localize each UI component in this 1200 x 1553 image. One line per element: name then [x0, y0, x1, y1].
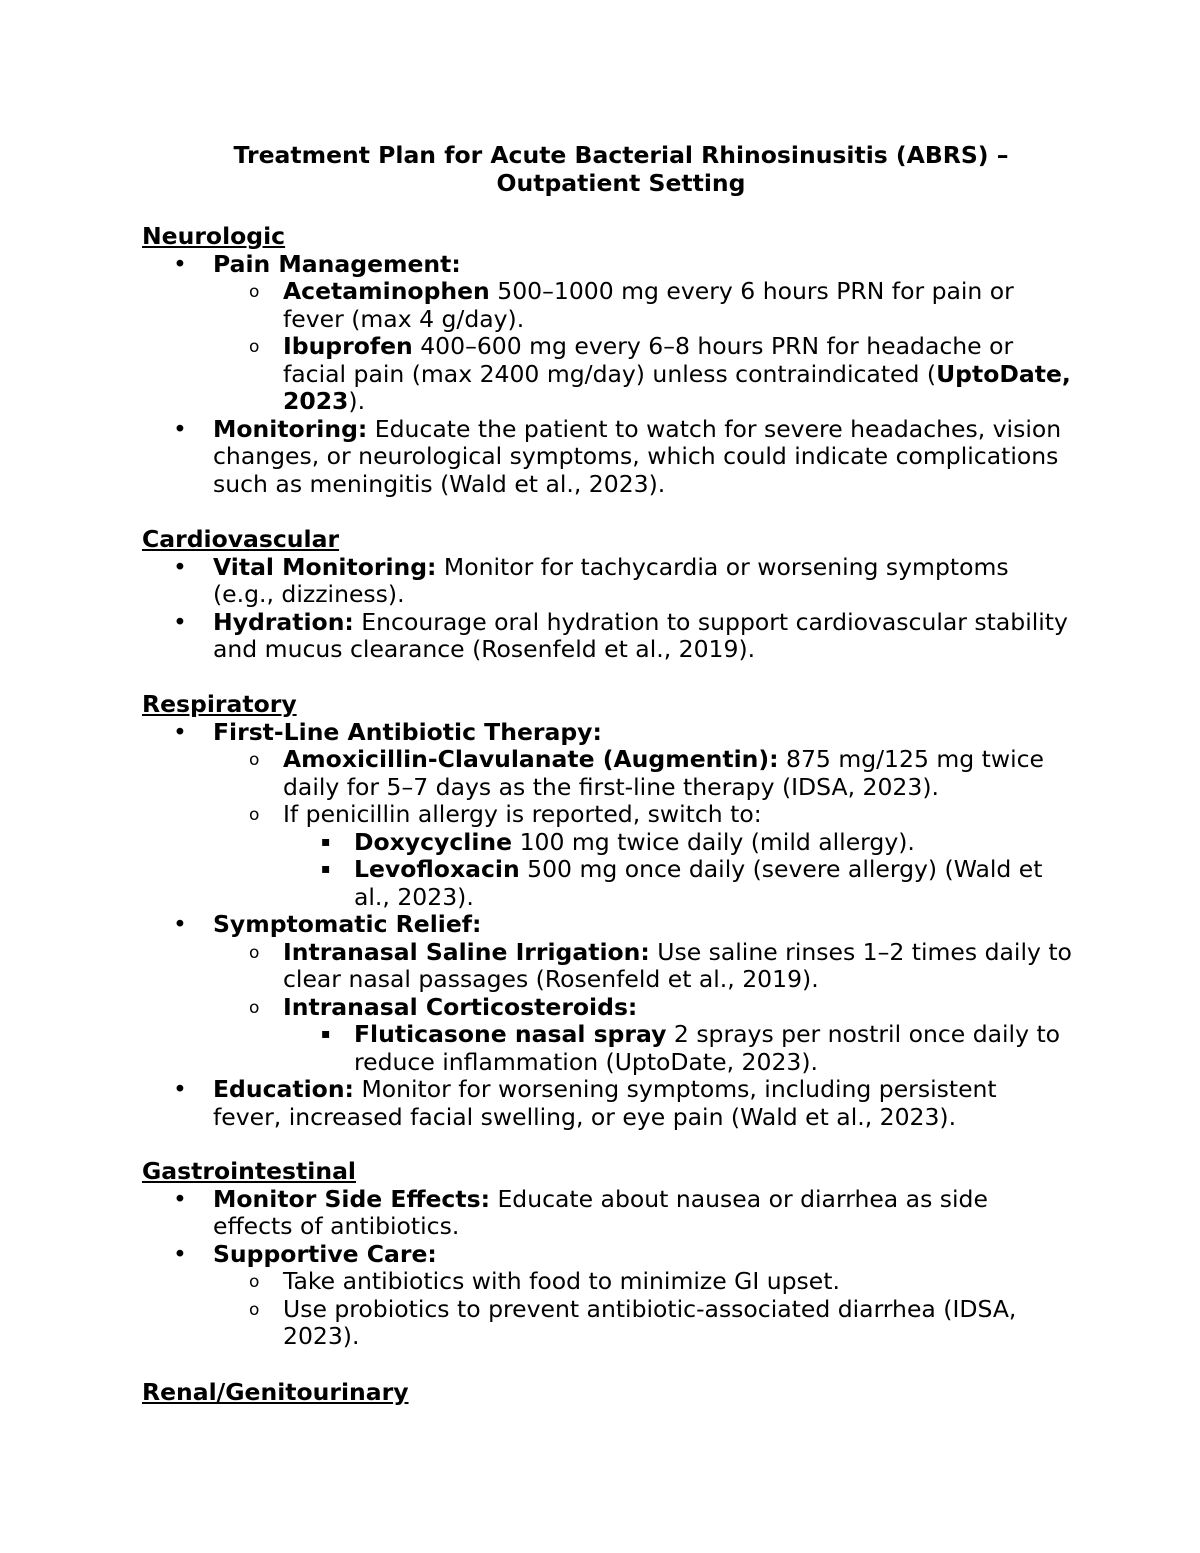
sub-sub-list [283, 829, 1072, 912]
section-respiratory [142, 691, 1072, 1131]
circle-marker: o [249, 1299, 260, 1320]
drug-text: 500–1000 mg every 6 hours PRN for pain or fever (max 4 g/day). [283, 277, 1014, 333]
item-text: Monitor for worsening symptoms, including persistent fever, increased facial swelling, or eye pain (Wald et al., 2023). [213, 1075, 997, 1131]
drug-name: Fluticasone nasal spray [354, 1020, 667, 1048]
bullet-marker: • [173, 1239, 187, 1268]
item-label: Pain Management: [213, 249, 461, 278]
bullet-list [142, 251, 1072, 499]
item-label: Supportive Care: [213, 1239, 437, 1268]
sub-list-item [249, 745, 1072, 801]
bullet-marker: • [173, 552, 187, 581]
bullet-marker: • [173, 249, 187, 278]
bullet-marker: • [173, 910, 187, 938]
list-item [142, 911, 1072, 1076]
sub-sub-list-item [321, 855, 1072, 911]
sub-list-item [249, 992, 1072, 1077]
drug-name: Intranasal Saline Irrigation: [283, 937, 650, 966]
square-marker: ▪ [321, 861, 331, 877]
sub-list-item [249, 1267, 1072, 1296]
item-label: Monitoring: [213, 414, 368, 443]
bullet-marker: • [173, 1184, 187, 1213]
item-label: First-Line Antibiotic Therapy: [213, 717, 602, 746]
circle-marker: o [249, 805, 260, 825]
list-item [142, 719, 1072, 912]
sub-list-item [249, 332, 1072, 416]
circle-marker: o [249, 997, 260, 1018]
section-heading: Gastrointestinal [142, 1157, 356, 1185]
circle-marker: o [249, 750, 260, 770]
bullet-list [142, 1186, 1072, 1351]
sub-list-item [249, 277, 1072, 333]
section-cardiovascular [142, 526, 1072, 664]
bullet-marker: • [173, 414, 187, 443]
document-title [142, 141, 1100, 197]
section-gastrointestinal [142, 1158, 1072, 1351]
circle-marker: o [249, 1272, 260, 1292]
square-marker: ▪ [321, 833, 331, 850]
bullet-list [142, 554, 1072, 664]
drug-name: Ibuprofen [283, 332, 413, 360]
bullet-list [142, 719, 1072, 1132]
item-text: Take antibiotics with food to minimize GI upset. [283, 1267, 840, 1295]
sub-list [213, 746, 1072, 911]
item-text: Educate the patient to watch for severe headaches, vision changes, or neurological symptoms, which could indicate complications such as meningitis (Wald et al., 2023). [213, 414, 1062, 498]
list-item [142, 251, 1072, 416]
drug-name: Acetaminophen [283, 277, 490, 305]
sub-sub-list [283, 1021, 1072, 1076]
item-label: Hydration: [213, 607, 354, 636]
list-item [142, 554, 1072, 609]
list-item [142, 1076, 1072, 1131]
section-heading: Renal/Genitourinary [142, 1378, 409, 1406]
bullet-marker: • [173, 1075, 187, 1103]
sub-list-item [249, 800, 1072, 911]
list-item [142, 609, 1072, 664]
section-heading: Respiratory [142, 690, 297, 718]
drug-name: Intranasal Corticosteroids: [283, 992, 638, 1021]
title-line-2: Outpatient Setting [496, 169, 746, 197]
drug-text: 100 mg twice daily (mild allergy). [512, 827, 915, 856]
item-label: Symptomatic Relief: [213, 910, 482, 938]
sub-list-item [249, 1294, 1072, 1351]
text-end: ). [348, 387, 366, 415]
circle-marker: o [249, 942, 260, 963]
drug-text: Use saline rinses 1–2 times daily to clear nasal passages (Rosenfeld et al., 2019). [283, 937, 1072, 993]
bullet-marker: • [173, 607, 187, 636]
drug-text: 2 sprays per nostril once daily to reduce inflammation (UptoDate, 2023). [354, 1020, 1061, 1076]
square-marker: ▪ [321, 1026, 331, 1042]
item-label: Education: [213, 1075, 354, 1103]
circle-marker: o [249, 282, 260, 302]
sub-list [213, 1268, 1072, 1351]
sub-list [213, 939, 1072, 1077]
list-item [142, 1186, 1072, 1241]
section-heading: Neurologic [142, 222, 286, 250]
item-label: Vital Monitoring: [213, 552, 437, 581]
drug-text: 500 mg once daily (severe allergy) (Wald et al., 2023). [354, 855, 1043, 911]
list-item [142, 416, 1072, 499]
sub-list [213, 278, 1072, 416]
drug-text: 875 mg/125 mg twice daily for 5–7 days as the first-line therapy (IDSA, 2023). [283, 745, 1044, 801]
title-line-1: Treatment Plan for Acute Bacterial Rhinosinusitis (ABRS) – [233, 141, 1009, 169]
item-text: Educate about nausea or diarrhea as side effects of antibiotics. [213, 1184, 988, 1240]
circle-marker: o [249, 337, 260, 357]
item-text: If penicillin allergy is reported, switch to: [283, 800, 762, 828]
drug-text: 400–600 mg every 6–8 hours PRN for headache or facial pain (max 2400 mg/day) unless contraindicated ( [283, 332, 1014, 388]
section-renal [142, 1379, 1072, 1407]
drug-name: Amoxicillin-Clavulanate (Augmentin): [283, 745, 779, 773]
item-text: Encourage oral hydration to support cardiovascular stability and mucus clearance (Rosenfeld et al., 2019). [213, 607, 1068, 663]
sub-sub-list-item [321, 1020, 1072, 1076]
citation: UptoDate, 2023 [283, 359, 1071, 415]
section-neurologic [142, 223, 1072, 498]
drug-name: Levofloxacin [354, 855, 520, 883]
item-text: Use probiotics to prevent antibiotic-associated diarrhea (IDSA, 2023). [283, 1294, 1017, 1350]
section-heading: Cardiovascular [142, 525, 340, 553]
sub-list-item [249, 937, 1072, 994]
drug-name: Doxycycline [354, 827, 513, 856]
list-item [142, 1241, 1072, 1351]
sub-sub-list-item [321, 827, 1072, 857]
item-label: Monitor Side Effects: [213, 1184, 490, 1213]
item-text: Monitor for tachycardia or worsening symptoms (e.g., dizziness). [213, 552, 1009, 608]
bullet-marker: • [173, 717, 187, 746]
